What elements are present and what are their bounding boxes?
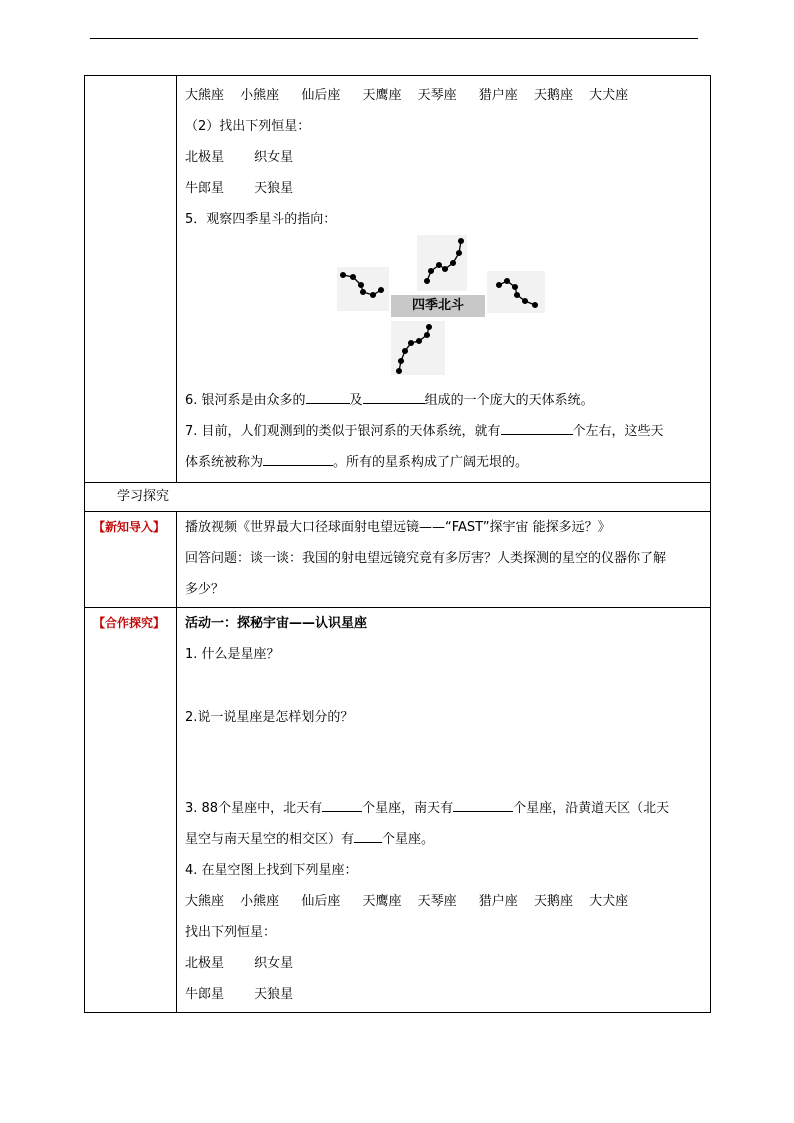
constellation: 小熊座 [240, 88, 280, 103]
constellation-list [185, 80, 710, 111]
worksheet-table [84, 75, 711, 1013]
dipper-right-icon [497, 279, 538, 308]
answer-space[interactable] [185, 670, 710, 702]
constellation: 仙后座 [301, 894, 341, 909]
constellation: 天琴座 [417, 894, 457, 909]
table-row [85, 512, 711, 608]
question-2-label: （2）找出下列恒星： [185, 119, 311, 134]
star-name: 北极星 [185, 956, 225, 971]
coop-question-3-line-1 [185, 793, 710, 824]
coop-question-1: 1. 什么是星座？ [185, 647, 280, 662]
star-list [185, 142, 710, 173]
header-rule [90, 38, 698, 39]
question-6 [185, 385, 710, 416]
star-name: 北极星 [185, 150, 225, 165]
constellation: 大熊座 [185, 88, 225, 103]
question-text: 3. 88个星座中，北天有 [185, 801, 323, 816]
constellation: 天鹅座 [533, 88, 573, 103]
star-list [185, 173, 710, 204]
answer-blank[interactable] [306, 388, 350, 404]
table-row [85, 76, 711, 483]
constellation: 大犬座 [589, 894, 629, 909]
star-list [185, 979, 710, 1010]
section-title: 学习探究 [117, 489, 170, 504]
constellation: 天鹰座 [362, 894, 402, 909]
question-text: 个左右，这些天 [572, 424, 664, 439]
constellation: 大熊座 [185, 894, 225, 909]
question-text: 6. 银河系是由众多的 [185, 393, 306, 408]
question-text: 星空与南天星空的相交区）有 [185, 832, 355, 847]
four-seasons-dipper-figure [185, 235, 719, 385]
intro-line-1: 播放视频《世界最大口径球面射电望远镜——“FAST”探宇宙 能探多远？》 [185, 520, 611, 535]
question-text: 个星座，沿黄道天区（北天 [513, 801, 670, 816]
answer-blank[interactable] [263, 450, 333, 466]
dipper-bottom-icon [397, 325, 432, 374]
activity-title: 活动一：探秘宇宙——认识星座 [185, 616, 368, 631]
intro-line-3: 多少？ [185, 582, 225, 597]
table-row [85, 483, 711, 512]
coop-question-3-line-2 [185, 824, 710, 855]
constellation: 天鹅座 [533, 894, 573, 909]
constellation: 天鹰座 [362, 88, 402, 103]
coop-tag: 【合作探究】 [93, 616, 166, 630]
question-7-line-2 [185, 447, 710, 478]
star-name: 牛郎星 [185, 987, 225, 1002]
section-header-cell [85, 483, 711, 512]
star-name: 天狼星 [254, 987, 294, 1002]
coop-question-2: 2.说一说星座是怎样划分的？ [185, 710, 354, 725]
question-text: 个星座，南天有 [362, 801, 454, 816]
label-cell [85, 76, 177, 483]
intro-tag: 【新知导入】 [93, 520, 166, 534]
answer-blank[interactable] [363, 388, 425, 404]
content-cell [177, 76, 711, 483]
find-stars-label: 找出下列恒星： [185, 925, 277, 940]
constellation: 天琴座 [417, 88, 457, 103]
star-list [185, 948, 710, 979]
question-text: 组成的一个庞大的天体系统。 [424, 393, 594, 408]
question-text: 及 [349, 393, 363, 408]
star-name: 织女星 [254, 956, 294, 971]
constellation: 猎户座 [478, 894, 518, 909]
question-5-label: 5．观察四季星斗的指向： [185, 212, 337, 227]
answer-blank[interactable] [453, 796, 513, 812]
star-name: 牛郎星 [185, 181, 225, 196]
star-name: 天狼星 [254, 181, 294, 196]
question-text: 7. 目前，人们观测到的类似于银河系的天体系统，就有 [185, 424, 501, 439]
answer-blank[interactable] [501, 419, 573, 435]
intro-line-2: 回答问题：谈一谈：我国的射电望远镜究竟有多厉害？人类探测的星空的仪器你了解 [185, 551, 667, 566]
content-cell [177, 512, 711, 608]
question-text: 体系统被称为 [185, 455, 264, 470]
constellation: 大犬座 [589, 88, 629, 103]
question-7-line-1 [185, 416, 710, 447]
coop-question-4: 4. 在星空图上找到下列星座： [185, 863, 358, 878]
dipper-top-icon [425, 239, 464, 284]
label-cell [85, 608, 177, 1013]
constellation: 小熊座 [240, 894, 280, 909]
question-text: 。所有的星系构成了广阔无垠的。 [333, 455, 529, 470]
constellation-list [185, 886, 710, 917]
content-cell [177, 608, 711, 1013]
label-cell [85, 512, 177, 608]
answer-blank[interactable] [354, 827, 382, 843]
constellation: 仙后座 [301, 88, 341, 103]
star-name: 织女星 [254, 150, 294, 165]
table-row [85, 608, 711, 1013]
answer-space[interactable] [185, 733, 710, 793]
figure-label: 四季北斗 [391, 295, 485, 317]
answer-blank[interactable] [322, 796, 362, 812]
constellation: 猎户座 [478, 88, 518, 103]
question-text: 个星座。 [382, 832, 435, 847]
dipper-left-icon [341, 273, 384, 298]
